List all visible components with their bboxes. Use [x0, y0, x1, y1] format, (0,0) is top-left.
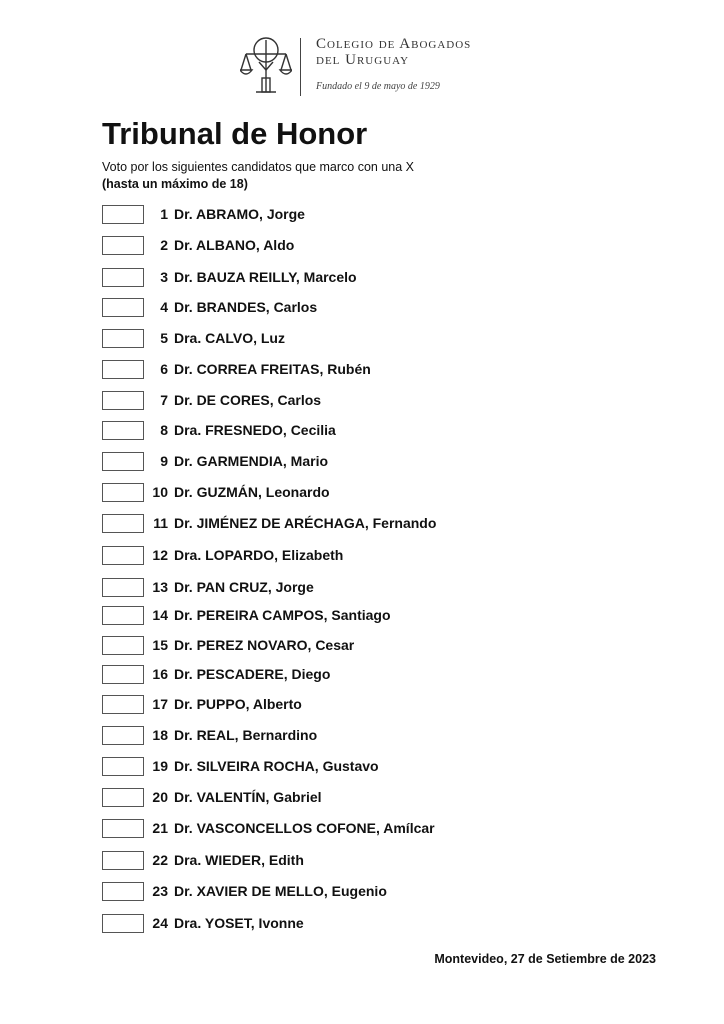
- candidate-name: Dr. PEREIRA CAMPOS, Santiago: [174, 607, 391, 623]
- candidate-number: 10: [152, 484, 168, 500]
- vote-checkbox[interactable]: [102, 788, 144, 807]
- candidate-number: 8: [160, 422, 168, 438]
- vote-checkbox[interactable]: [102, 421, 144, 440]
- candidate-number: 6: [160, 361, 168, 377]
- candidate-number: 17: [152, 696, 168, 712]
- vote-checkbox[interactable]: [102, 578, 144, 597]
- candidate-number: 22: [152, 852, 168, 868]
- candidate-name: Dr. GUZMÁN, Leonardo: [174, 484, 330, 500]
- candidate-row: [102, 606, 542, 626]
- candidate-number: 18: [152, 727, 168, 743]
- candidate-name: Dr. PUPPO, Alberto: [174, 696, 302, 712]
- candidate-name: Dra. YOSET, Ivonne: [174, 915, 304, 931]
- candidate-name: Dr. XAVIER DE MELLO, Eugenio: [174, 883, 387, 899]
- vote-checkbox[interactable]: [102, 329, 144, 348]
- vote-checkbox[interactable]: [102, 236, 144, 255]
- candidate-row: [102, 636, 542, 656]
- candidate-name: Dr. ALBANO, Aldo: [174, 237, 295, 253]
- candidate-row: [102, 788, 542, 808]
- candidate-row: [102, 514, 542, 534]
- candidate-row: [102, 205, 542, 225]
- candidate-number: 11: [153, 515, 168, 531]
- vote-checkbox[interactable]: [102, 546, 144, 565]
- candidate-name: Dr. JIMÉNEZ DE ARÉCHAGA, Fernando: [174, 515, 437, 531]
- candidate-name: Dr. SILVEIRA ROCHA, Gustavo: [174, 758, 379, 774]
- candidate-name: Dr. BRANDES, Carlos: [174, 299, 318, 315]
- candidate-number: 16: [152, 666, 168, 682]
- candidate-name: Dra. FRESNEDO, Cecilia: [174, 422, 336, 438]
- candidate-name: Dr. VALENTÍN, Gabriel: [174, 789, 322, 805]
- vote-checkbox[interactable]: [102, 819, 144, 838]
- candidate-number: 24: [152, 915, 168, 931]
- place-date: Montevideo, 27 de Setiembre de 2023: [434, 952, 656, 966]
- vote-checkbox[interactable]: [102, 452, 144, 471]
- founded-date: Fundado el 9 de mayo de 1929: [316, 81, 440, 92]
- candidate-row: [102, 665, 542, 685]
- vote-checkbox[interactable]: [102, 882, 144, 901]
- candidate-name: Dra. WIEDER, Edith: [174, 852, 304, 868]
- candidate-row: [102, 483, 542, 503]
- candidate-row: [102, 695, 542, 715]
- candidate-number: 4: [160, 299, 168, 315]
- vote-checkbox[interactable]: [102, 726, 144, 745]
- candidate-number: 9: [160, 453, 168, 469]
- candidate-row: [102, 391, 542, 411]
- candidate-name: Dra. LOPARDO, Elizabeth: [174, 547, 344, 563]
- candidate-number: 5: [160, 330, 168, 346]
- candidate-name: Dr. PEREZ NOVARO, Cesar: [174, 637, 355, 653]
- candidate-name: Dr. REAL, Bernardino: [174, 727, 318, 743]
- candidate-row: [102, 360, 542, 380]
- candidate-row: [102, 819, 542, 839]
- candidate-name: Dra. CALVO, Luz: [174, 330, 285, 346]
- candidate-number: 12: [152, 547, 168, 563]
- vote-checkbox[interactable]: [102, 391, 144, 410]
- page-title: Tribunal de Honor: [102, 116, 368, 151]
- candidate-number: 2: [160, 237, 168, 253]
- candidate-name: Dr. BAUZA REILLY, Marcelo: [174, 269, 357, 285]
- vote-checkbox[interactable]: [102, 636, 144, 655]
- candidate-name: Dr. CORREA FREITAS, Rubén: [174, 361, 371, 377]
- candidate-number: 13: [152, 579, 168, 595]
- header-divider: [300, 38, 301, 96]
- vote-checkbox[interactable]: [102, 695, 144, 714]
- candidate-row: [102, 268, 542, 288]
- max-selection-note: (hasta un máximo de 18): [102, 177, 248, 191]
- vote-checkbox[interactable]: [102, 298, 144, 317]
- candidate-name: Dr. PAN CRUZ, Jorge: [174, 579, 314, 595]
- candidate-row: [102, 726, 542, 746]
- candidate-number: 19: [152, 758, 168, 774]
- candidate-row: [102, 452, 542, 472]
- vote-checkbox[interactable]: [102, 665, 144, 684]
- vote-checkbox[interactable]: [102, 360, 144, 379]
- candidate-row: [102, 882, 542, 902]
- candidate-number: 15: [152, 637, 168, 653]
- vote-checkbox[interactable]: [102, 851, 144, 870]
- candidate-name: Dr. DE CORES, Carlos: [174, 392, 322, 408]
- candidate-number: 1: [160, 206, 168, 222]
- candidate-number: 3: [160, 269, 168, 285]
- vote-checkbox[interactable]: [102, 483, 144, 502]
- candidate-row: [102, 421, 542, 441]
- candidate-row: [102, 914, 542, 934]
- candidate-name: Dr. GARMENDIA, Mario: [174, 453, 329, 469]
- org-name-line1: Colegio de Abogados: [316, 36, 472, 52]
- candidate-number: 7: [160, 392, 168, 408]
- vote-checkbox[interactable]: [102, 757, 144, 776]
- candidate-row: [102, 329, 542, 349]
- candidate-number: 20: [152, 789, 168, 805]
- vote-checkbox[interactable]: [102, 205, 144, 224]
- candidate-row: [102, 757, 542, 777]
- vote-checkbox[interactable]: [102, 606, 144, 625]
- vote-checkbox[interactable]: [102, 268, 144, 287]
- candidate-row: [102, 578, 542, 598]
- candidate-row: [102, 236, 542, 256]
- candidate-row: [102, 546, 542, 566]
- org-name-line2: del Uruguay: [316, 52, 410, 68]
- scales-of-justice-icon: [240, 36, 292, 98]
- candidate-number: 21: [152, 820, 168, 836]
- candidate-name: Dr. ABRAMO, Jorge: [174, 206, 305, 222]
- candidate-name: Dr. VASCONCELLOS COFONE, Amílcar: [174, 820, 435, 836]
- letterhead: [240, 36, 500, 100]
- instruction-text: Voto por los siguientes candidatos que marco con una X: [102, 160, 415, 174]
- candidate-number: 14: [152, 607, 168, 623]
- candidate-row: [102, 298, 542, 318]
- vote-checkbox[interactable]: [102, 914, 144, 933]
- candidate-name: Dr. PESCADERE, Diego: [174, 666, 331, 682]
- candidate-row: [102, 851, 542, 871]
- candidate-number: 23: [152, 883, 168, 899]
- vote-checkbox[interactable]: [102, 514, 144, 533]
